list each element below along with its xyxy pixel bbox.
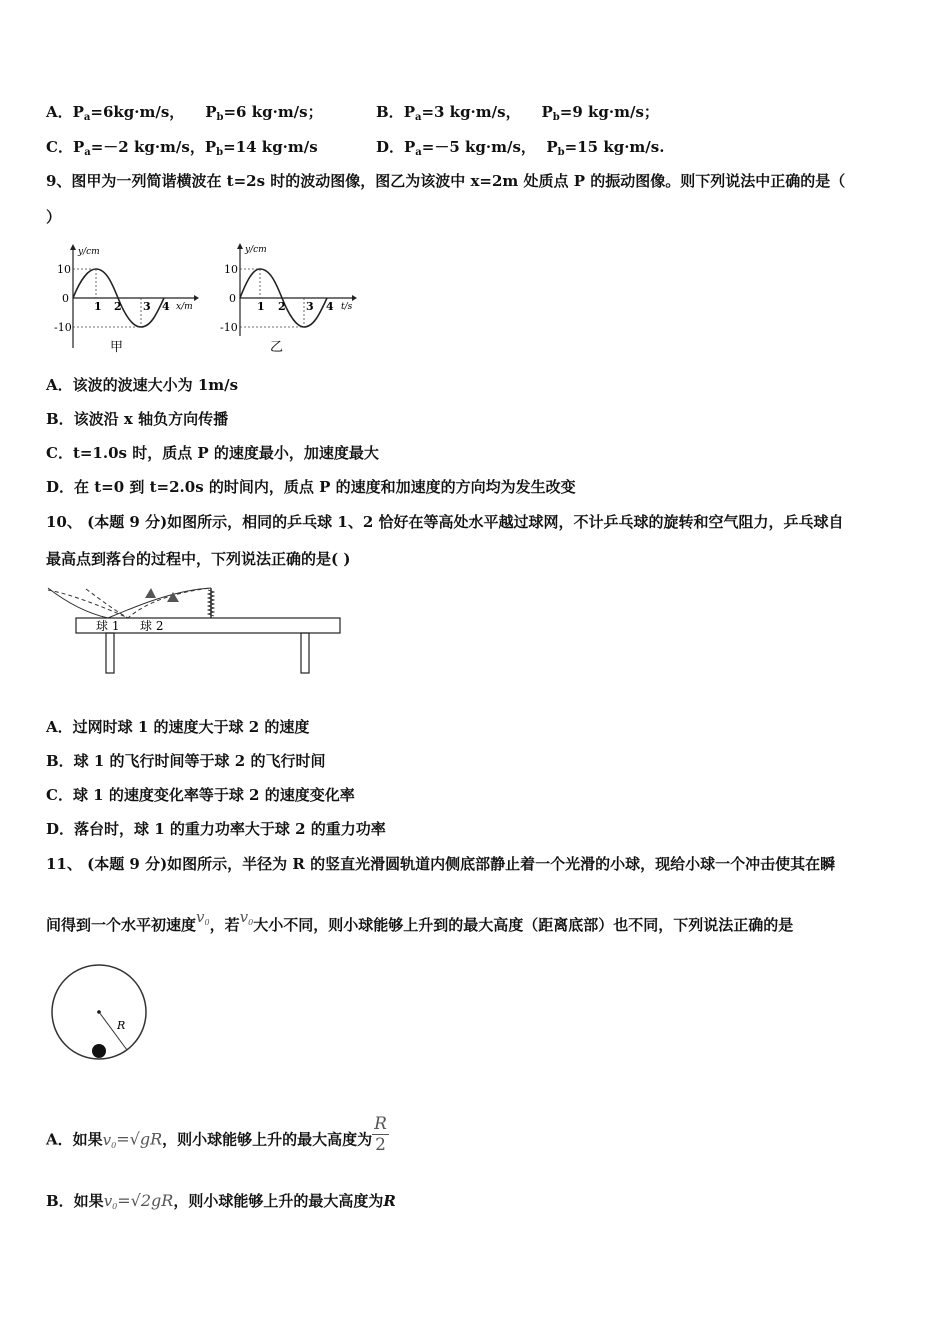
q8-option-d: D．$P_a=-5$ kg·m/s， $P_b=15$ kg·m/s. bbox=[376, 138, 665, 158]
v0-symbol-a: $v_0$ bbox=[102, 1130, 117, 1150]
graph-yi-yzero: 0 bbox=[229, 292, 236, 305]
graph-jia-yzero: 0 bbox=[62, 292, 69, 305]
ball-2-label: 球 2 bbox=[140, 619, 164, 633]
q8-option-b: B．$P_a=3$ kg·m/s， $P_b=9$ kg·m/s； bbox=[376, 103, 659, 123]
q9-option-a: A．该波的波速大小为 1m/s bbox=[46, 376, 239, 394]
q10-option-a: A．过网时球 1 的速度大于球 2 的速度 bbox=[46, 718, 310, 736]
radius-label: R bbox=[117, 1019, 126, 1032]
v0-symbol-2: $v_0$ bbox=[239, 908, 254, 927]
q8-option-a: A．$P_a=6kg\cdot m/s$， $P_b=6$ kg·m/s； bbox=[46, 103, 323, 123]
graph-jia-xlabel: x/m bbox=[176, 302, 193, 312]
graph-jia bbox=[54, 244, 199, 355]
q10-option-d: D．落台时，球 1 的重力功率大于球 2 的重力功率 bbox=[46, 820, 386, 838]
graph-jia-tick-2: 2 bbox=[114, 300, 122, 313]
ball-icon bbox=[92, 1044, 106, 1058]
v0-symbol-b: $v_0$ bbox=[103, 1192, 118, 1211]
q9-option-d: D．在 t=0 到 t=2.0s 的时间内，质点 P 的速度和加速度的方向均为发生改变 bbox=[46, 478, 576, 496]
graph-yi-tick-1: 1 bbox=[257, 300, 265, 313]
graph-yi-tick-4: 4 bbox=[326, 300, 334, 313]
q11-stem-line1: 11、 (本题 9 分)如图所示，半径为 R 的竖直光滑圆轨道内侧底部静止着一个光滑的小球，现给小球一个冲击使其在瞬 bbox=[46, 855, 836, 873]
graph-jia-tick-1: 1 bbox=[94, 300, 102, 313]
graph-yi-tick-2: 2 bbox=[278, 300, 286, 313]
ball-1-marker bbox=[145, 588, 156, 598]
q11-circle-figure bbox=[46, 962, 156, 1067]
q10-stem-line2: 最高点到落台的过程中，下列说法正确的是( ) bbox=[46, 550, 351, 568]
graph-jia-ylabel: y/cm bbox=[78, 247, 100, 257]
graph-yi-ytop: 10 bbox=[224, 263, 238, 276]
graph-jia-caption: 甲 bbox=[110, 340, 124, 355]
q9-option-b: B．该波沿 x 轴负方向传播 bbox=[46, 410, 229, 428]
q9-stem-line1: 9、图甲为一列简谐横波在 t=2s 时的波动图像，图乙为该波中 x=2m 处质点 P 的振动图像。则下列说法中正确的是（ bbox=[46, 172, 846, 190]
q9-option-c: C．t=1.0s 时，质点 P 的速度最小，加速度最大 bbox=[46, 444, 379, 462]
q10-stem-line1: 10、 (本题 9 分)如图所示，相同的乒乓球 1、2 恰好在等高处水平越过球网，不计乒乓球的旋转和空气阻力，乒乓球自 bbox=[46, 513, 844, 531]
graph-jia-tick-3: 3 bbox=[143, 300, 151, 313]
graph-jia-tick-4: 4 bbox=[162, 300, 170, 313]
q10-option-b: B．球 1 的飞行时间等于球 2 的飞行时间 bbox=[46, 752, 326, 770]
graph-jia-ytop: 10 bbox=[57, 263, 71, 276]
graph-jia-ybottom: -10 bbox=[54, 321, 72, 334]
graph-yi-tick-3: 3 bbox=[306, 300, 314, 313]
graph-yi bbox=[220, 243, 357, 355]
graph-yi-ylabel: y/cm bbox=[245, 245, 267, 255]
q11-stem-line2: 间得到一个水平初速度$v_0$，若$v_0$大小不同，则小球能够上升到的最大高度（距离底部）也不同，下列说法正确的是 bbox=[46, 908, 794, 934]
q9-stem-line2: ） bbox=[46, 208, 62, 226]
q9-graphs-figure bbox=[46, 238, 366, 358]
q10-table-figure bbox=[46, 580, 346, 678]
graph-yi-xlabel: t/s bbox=[341, 302, 353, 312]
graph-yi-caption: 乙 bbox=[270, 340, 284, 355]
q11-option-b: B．如果$v_0=√2gR$，则小球能够上升的最大高度为R bbox=[46, 1191, 396, 1211]
q8-option-c: C．$P_a=-2$ kg·m/s，$P_b=14$ kg·m/s bbox=[46, 138, 318, 158]
v0-symbol: $v_0$ bbox=[196, 908, 210, 927]
ball-1-label: 球 1 bbox=[96, 619, 120, 633]
q10-option-c: C．球 1 的速度变化率等于球 2 的速度变化率 bbox=[46, 786, 355, 804]
fraction-r-over-2: $\frac{R}{2}$ bbox=[374, 1114, 387, 1155]
graph-yi-ybottom: -10 bbox=[220, 321, 238, 334]
q11-option-a: A．如果$v_0=√gR$，则小球能够上升的最大高度为 $\frac{R}{2}$ bbox=[46, 1114, 387, 1155]
